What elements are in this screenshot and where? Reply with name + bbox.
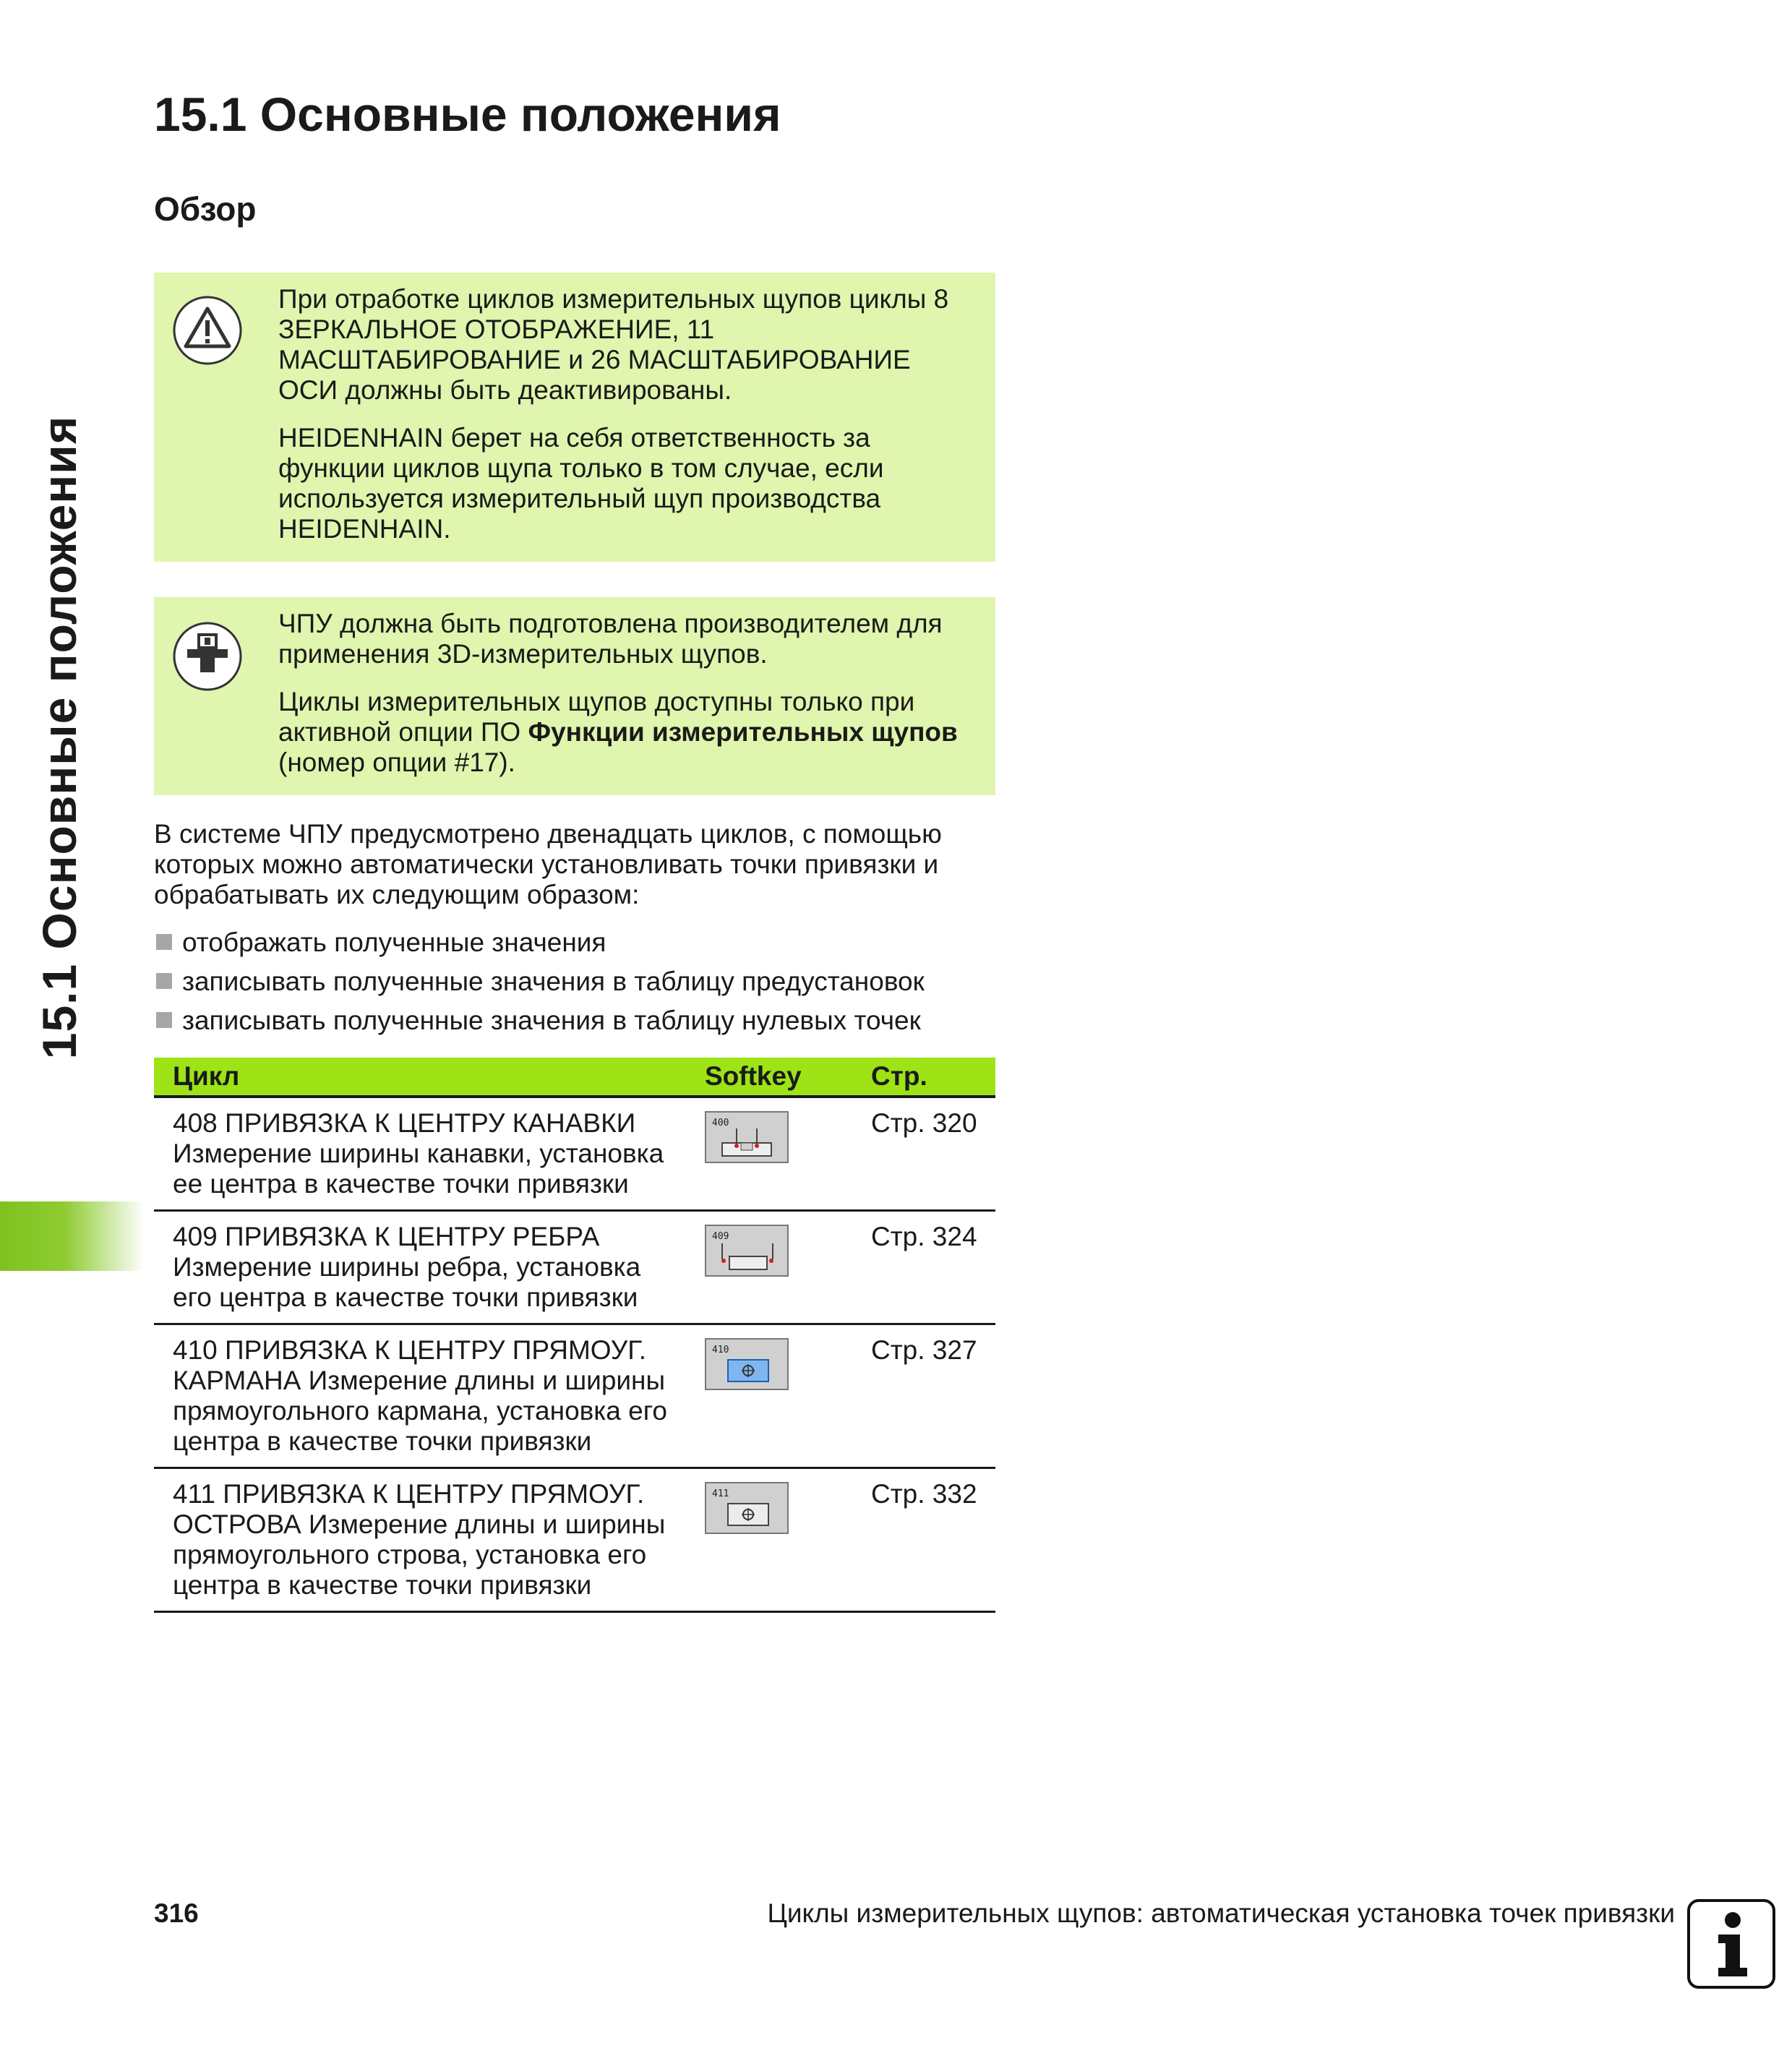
table-header-row [154,1058,995,1097]
svg-text:409: 409 [712,1231,729,1242]
ridge-center-softkey-icon [705,1225,789,1277]
info-icon [1686,1898,1776,1989]
cycle-description: 410 ПРИВЯЗКА К ЦЕНТРУ ПРЯМОУГ. КАРМАНА Измерение длины и ширины прямоугольного кармана, установка его центра в качестве точки привязки [154,1324,686,1468]
list-item: записывать полученные значения в таблицу предустановок [154,967,925,1006]
warning-note-paragraph: При отработке циклов измерительных щупов циклы 8 ЗЕРКАЛЬНОЕ ОТОБРАЖЕНИЕ, 11 МАСШТАБИРОВАНИЕ и 26 МАСШТАБИРОВАНИЕ ОСИ должны быть деактивированы. [278,284,949,405]
machine-note [154,597,995,795]
bullet-square-icon [156,1012,172,1028]
section-heading: Обзор [154,190,257,228]
slot-center-softkey-icon [705,1111,789,1163]
side-chapter-title: 15.1 Основные положения [33,415,86,1060]
table-row [154,1097,995,1211]
machine-note-paragraph: Циклы измерительных щупов доступны только при активной опции ПО Функции измерительных щупов (номер опции #17). [278,687,958,777]
rectangular-pocket-softkey-icon [705,1338,789,1390]
cycle-description: 408 ПРИВЯЗКА К ЦЕНТРУ КАНАВКИ Измерение ширины канавки, установка ее центра в качестве точки привязки [154,1097,686,1211]
svg-text:410: 410 [712,1345,729,1355]
cycle-description: 409 ПРИВЯЗКА К ЦЕНТРУ РЕБРА Измерение ширины ребра, установка его центра в качестве точки привязки [154,1211,686,1324]
svg-text:411: 411 [712,1488,729,1499]
table-row [154,1468,995,1612]
column-header-page: Стр. [852,1058,995,1097]
intro-paragraph: В системе ЧПУ предусмотрено двенадцать циклов, с помощью которых можно автоматически установливать точки привязки и обрабатывать их следующим образом: [154,819,942,909]
footer-chapter-text: Циклы измерительных щупов: автоматическая установка точек привязки [767,1898,1675,1928]
table-row [154,1211,995,1324]
warning-note [154,273,995,562]
bullet-list [154,927,925,1045]
rectangular-island-softkey-icon [705,1482,789,1534]
page-reference: Стр. 320 [852,1097,995,1211]
page-reference: Стр. 327 [852,1324,995,1468]
machine-tool-icon [171,620,244,693]
table-row [154,1324,995,1468]
cycle-description: 411 ПРИВЯЗКА К ЦЕНТРУ ПРЯМОУГ. ОСТРОВА Измерение длины и ширины прямоугольного строва, установка его центра в качестве точки привязки [154,1468,686,1612]
option-name: Функции измерительных щупов [528,717,958,747]
cycles-table [154,1058,995,1613]
list-item: отображать полученные значения [154,927,925,967]
page-reference: Стр. 332 [852,1468,995,1612]
bullet-square-icon [156,934,172,950]
warning-note-paragraph: HEIDENHAIN берет на себя ответственность за функции циклов щупа только в том случае, если используется измерительный щуп производства HEIDENHAIN. [278,423,884,544]
page-reference: Стр. 324 [852,1211,995,1324]
column-header-cycle: Цикл [154,1058,686,1097]
svg-text:400: 400 [712,1118,729,1128]
column-header-softkey: Softkey [686,1058,852,1097]
list-item: записывать полученные значения в таблицу нулевых точек [154,1006,925,1045]
warning-triangle-icon [171,294,244,367]
chapter-tab-marker [0,1201,145,1271]
page-title: 15.1 Основные положения [154,87,781,141]
bullet-square-icon [156,973,172,989]
page-number: 316 [154,1898,199,1928]
machine-note-paragraph: ЧПУ должна быть подготовлена производителем для применения 3D-измерительных щупов. [278,609,943,669]
